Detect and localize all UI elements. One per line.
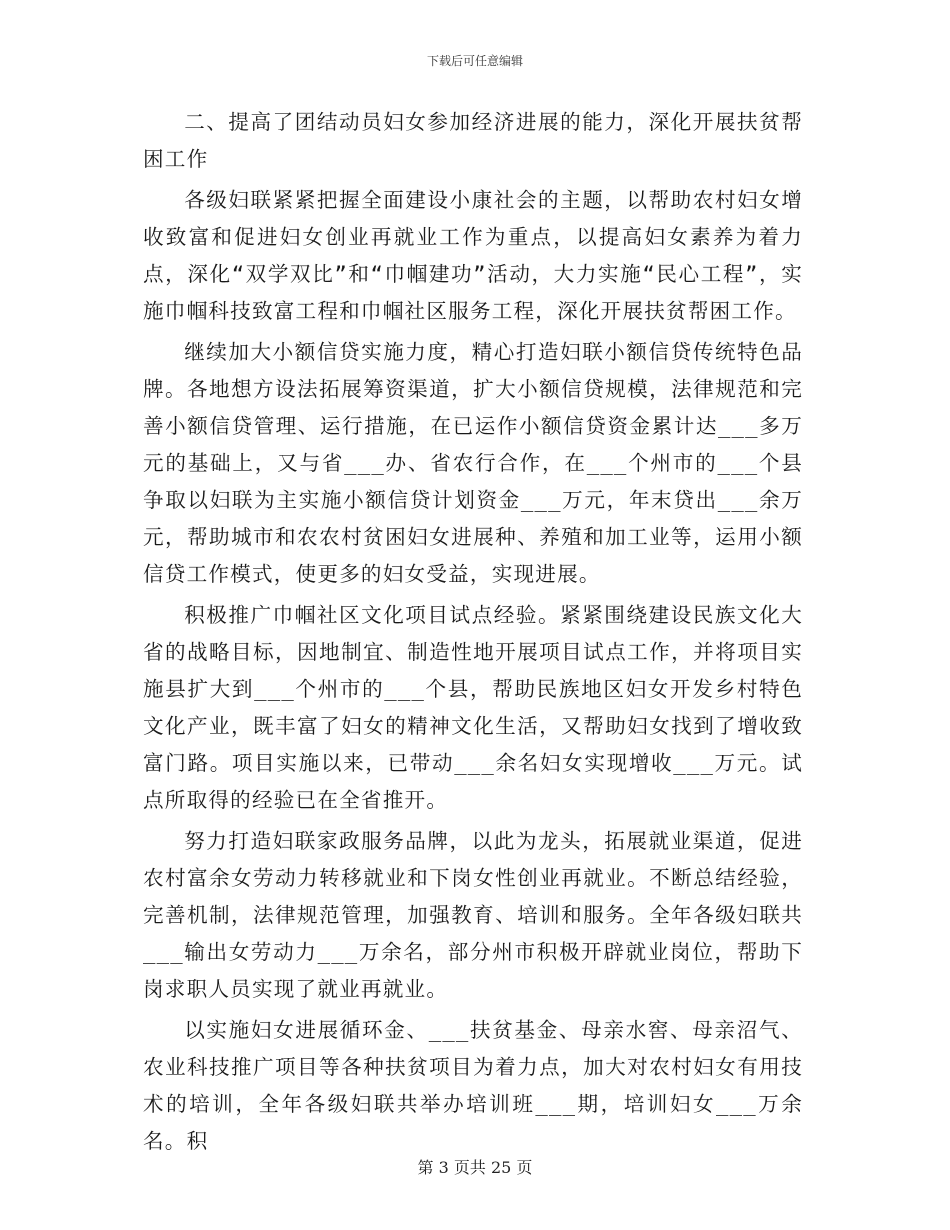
page-header: 下载后可任意编辑 — [426, 54, 523, 68]
paragraph: 各级妇联紧紧把握全面建设小康社会的主题，以帮助农村妇女增收致富和促进妇女创业再就业工作为重点，以提高妇女素养为着力点，深化“双学双比”和“巾帼建功”活动，大力实施“民心工程”，实施巾帼科技致富工程和巾帼社区服务工程，深化开展扶贫帮困工作。 — [143, 188, 803, 323]
paragraph: 积极推广巾帼社区文化项目试点经验。紧紧围绕建设民族文化大省的战略目标，因地制宜、制造性地开展项目试点工作，并将项目实施县扩大到___个州市的___个县，帮助民族地区妇女开发乡村特色文化产业，既丰富了妇女的精神文化生活，又帮助妇女找到了增收致富门路。项目实施以来，已带动___余名妇女实现增收___万元。试点所取得的经验已在全省推开。 — [143, 603, 803, 812]
document-body — [143, 104, 803, 1164]
paragraph: 继续加大小额信贷实施力度，精心打造妇联小额信贷传统特色品牌。各地想方设法拓展筹资渠道，扩大小额信贷规模，法律规范和完善小额信贷管理、运行措施，在已运作小额信贷资金累计达___多万元的基础上，又与省___办、省农行合作，在___个州市的___个县争取以妇联为主实施小额信贷计划资金___万元，年末贷出___余万元，帮助城市和农农村贫困妇女进展种、养殖和加工业等，运用小额信贷工作模式，使更多的妇女受益，实现进展。 — [143, 340, 803, 586]
paragraph: 以实施妇女进展循环金、___扶贫基金、母亲水窖、母亲沼气、农业科技推广项目等各种扶贫项目为着力点，加大对农村妇女有用技术的培训，全年各级妇联共举办培训班___期，培训妇女___万余名。积 — [143, 1018, 803, 1153]
paragraph: 努力打造妇联家政服务品牌，以此为龙头，拓展就业渠道，促进农村富余女劳动力转移就业和下岗女性创业再就业。不断总结经验，完善机制，法律规范管理，加强教育、培训和服务。全年各级妇联共___输出女劳动力___万余名，部分州市积极开辟就业岗位，帮助下岗求职人员实现了就业再就业。 — [143, 829, 803, 1001]
page-number-footer: 第 3 页共 25 页 — [417, 1158, 533, 1177]
section-heading: 二、提高了团结动员妇女参加经济进展的能力，深化开展扶贫帮困工作 — [143, 110, 803, 171]
